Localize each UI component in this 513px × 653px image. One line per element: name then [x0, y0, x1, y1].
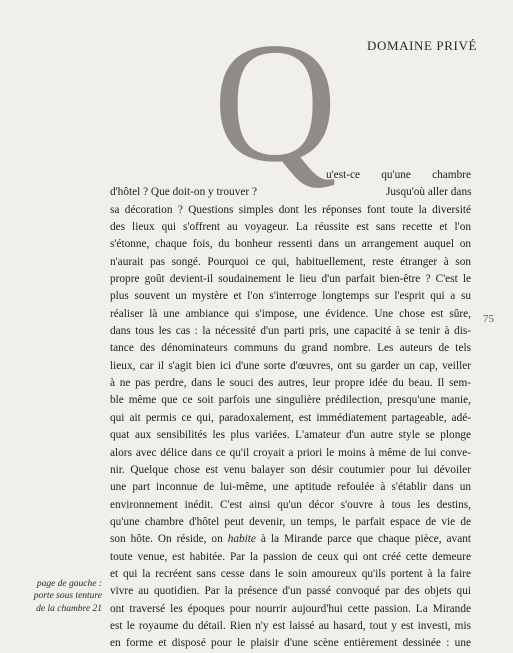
section-title: DOMAINE PRIVÉ	[367, 38, 477, 53]
body-line: s'étonne, chaque fois, du bonheur ressenti dans un arrangement auquel on	[110, 238, 471, 251]
body-text	[110, 167, 471, 653]
body-line-1	[110, 167, 471, 184]
body-line-end: à la Mirande parce que chaque pièce, avant	[260, 533, 471, 546]
body-line: qui ait permis ce qui, paradoxalement, est immédiatement partageable, adé-	[110, 411, 471, 424]
body-line: n'aurait pas songé. Pourquoi ce qui, habituellement, reste étranger à son	[110, 255, 471, 268]
body-line-1-text: u'est-ce qu'une chambre	[326, 169, 471, 181]
body-line: dans tous les cas : la nécessité d'un parti pris, une capacité à se tenir à dis-	[110, 325, 471, 338]
italic-word: habite	[227, 533, 256, 546]
body-line-2-right: Jusqu'où aller dans	[386, 186, 472, 199]
body-line: qu'une chambre d'hôtel peut devenir, un temps, le parfait espace de vie de	[110, 515, 471, 528]
body-line: en forme et disposé pour le plaisir d'une scène entièrement dessinée : une	[110, 637, 471, 650]
body-line: vivre au quotidien. Par la présence d'un passé convoqué par des objets qui	[110, 585, 471, 598]
body-line: ble même que ce soit parfois une singulière prédilection, presqu'une manie,	[110, 394, 471, 407]
body-line: sa décoration ? Questions simples dont les réponses font toute la diversité	[110, 203, 471, 216]
body-line: tance des dénominateurs communs du grand nombre. Les auteurs de tels	[110, 342, 471, 355]
body-line: est le royaume du détail. Rien n'y est laissé au hasard, tout y est investi, mis	[110, 619, 471, 632]
body-line: alors avec délice dans ce qu'il croyait a priori le moins à même de lui conve-	[110, 446, 471, 459]
body-line: et qui la recréent sans cesse dans le soin amoureux qu'ils portent à la faire	[110, 567, 471, 580]
body-line: à ne pas perdre, dans le souci des autres, leur propre idée du beau. Il sem-	[110, 377, 471, 390]
body-line: réaliser là une ambiance qui s'impose, une évidence. Une chose est sûre,	[110, 307, 471, 320]
body-line: une part inconnue de lui-même, une aptitude refoulée à s'établir dans un	[110, 481, 471, 494]
body-line: des lieux qui s'offrent au voyageur. La réussite est sans recette et l'on	[110, 221, 471, 234]
body-line: ont traversé les époques pour nourrir aujourd'hui cette passion. La Mirande	[110, 602, 471, 615]
body-line-2-left: d'hôtel ? Que doit-on y trouver ?	[110, 186, 257, 199]
body-line: plus souvent un mystère et l'on s'interroge longtemps sur l'esprit qui a su	[110, 290, 471, 303]
page-number: 75	[483, 313, 494, 325]
body-line-start: son hôte. On réside, on	[110, 533, 223, 546]
drop-cap: Q	[213, 8, 338, 198]
image-caption	[14, 578, 102, 615]
caption-line: porte sous tenture	[33, 591, 102, 602]
body-line-mixed	[110, 531, 471, 548]
body-line-2	[110, 184, 471, 201]
caption-line: de la chambre 21	[36, 603, 102, 614]
body-line: lieux, car il s'agit bien ici d'une sorte d'œuvres, ont su garder un cap, veiller	[110, 359, 471, 372]
body-line: nir. Quelque chose est venu balayer son désir coutumier pour lui dévoiler	[110, 463, 471, 476]
body-line: environnement inédit. C'est ainsi qu'un décor s'ouvre à tous les destins,	[110, 498, 471, 511]
body-line: quat aux sensibilités les plus variées. L'amateur d'un autre style se plonge	[110, 429, 471, 442]
body-line: toute venue, est habitée. Par la passion de ceux qui ont créé cette demeure	[110, 550, 471, 563]
caption-line: page de gauche :	[36, 579, 102, 589]
body-line: propre goût devient-il soudainement le lieu d'un parfait bien-être ? C'est le	[110, 273, 471, 286]
